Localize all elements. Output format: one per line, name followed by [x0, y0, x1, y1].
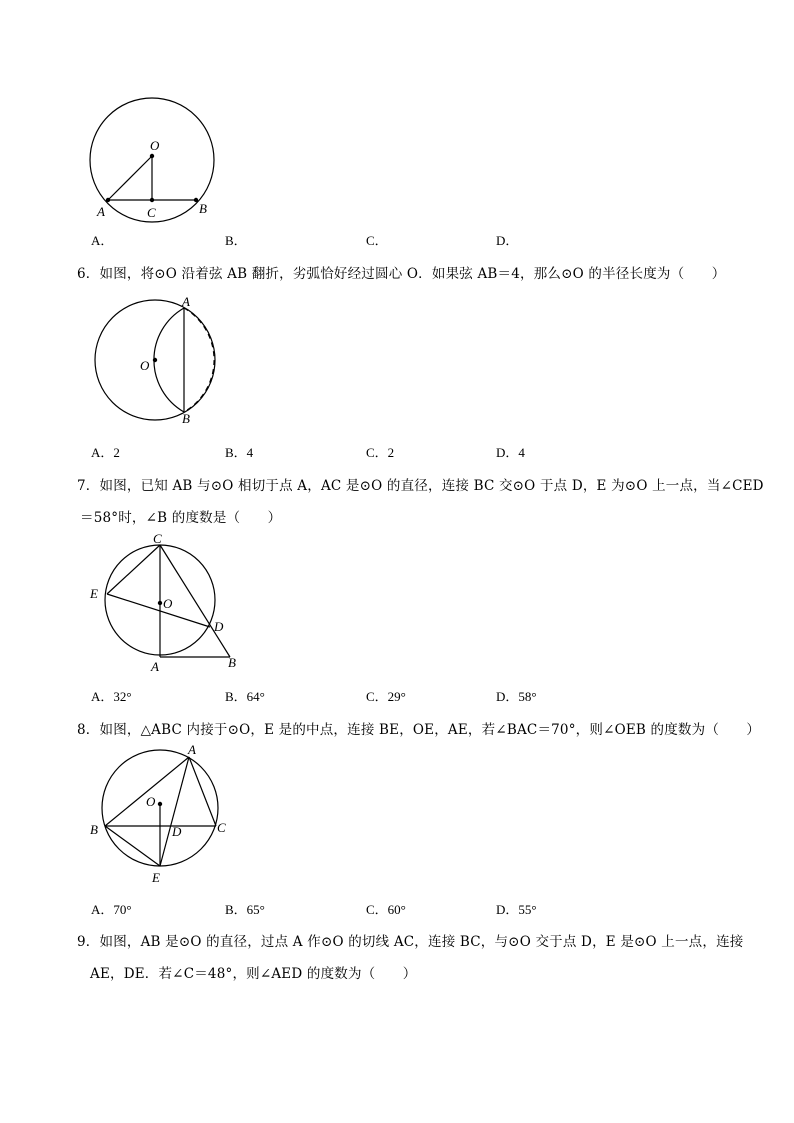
q7-label-o: O — [163, 596, 173, 611]
q6-label-b: B — [182, 411, 190, 426]
q7-label-a: A — [151, 659, 159, 674]
q5-option-c[interactable]: C． — [366, 233, 388, 248]
q7-figure — [85, 530, 245, 675]
q5-option-d[interactable]: D． — [496, 233, 519, 248]
q5-label-a: A — [97, 204, 105, 219]
q8-segment-ae — [160, 757, 189, 866]
q8-point-o — [158, 802, 162, 806]
q5-figure — [80, 90, 230, 225]
q5-option-a[interactable]: A． — [91, 233, 114, 248]
q7-stem-line1: 7．如图，已知 AB 与⊙O 相切于点 A，AC 是⊙O 的直径，连接 BC 交⊙O 于点 D，E 为⊙O 上一点，当∠CED — [77, 478, 764, 494]
q8-stem: 8．如图，△ABC 内接于⊙O，E 是的中点，连接 BE，OE，AE，若∠BAC＝70°，则∠OEB 的度数为（ ） — [77, 722, 761, 738]
q7-option-d[interactable]: D．58° — [496, 689, 537, 704]
q5-segment-oa — [108, 156, 152, 200]
q6-folded-arc — [154, 308, 184, 412]
q7-label-e: E — [90, 586, 98, 601]
q8-figure — [85, 740, 245, 890]
q9-stem-line2: AE，DE．若∠C＝48°，则∠AED 的度数为（ ） — [90, 966, 417, 982]
q5-option-b[interactable]: B． — [225, 233, 247, 248]
q6-point-o — [153, 358, 157, 362]
q8-option-a[interactable]: A．70° — [91, 902, 132, 917]
q8-label-e: E — [152, 870, 160, 885]
q7-point-o — [158, 601, 162, 605]
q8-option-b[interactable]: B．65° — [225, 902, 265, 917]
q6-label-a: A — [182, 294, 190, 309]
q8-label-o: O — [146, 794, 156, 809]
q8-segment-ac — [189, 757, 216, 826]
q6-label-o: O — [140, 358, 150, 373]
q8-label-d: D — [172, 824, 182, 839]
q8-label-a: A — [188, 742, 196, 757]
q8-option-d[interactable]: D．55° — [496, 902, 537, 917]
q5-label-o: O — [150, 138, 160, 153]
q7-option-b[interactable]: B．64° — [225, 689, 265, 704]
q7-option-a[interactable]: A．32° — [91, 689, 132, 704]
q7-label-d: D — [214, 619, 224, 634]
q5-label-b: B — [199, 201, 207, 216]
q8-option-c[interactable]: C．60° — [366, 902, 406, 917]
q6-figure — [90, 295, 230, 430]
q6-option-d[interactable]: D．4 — [496, 445, 525, 460]
q8-segment-be — [105, 826, 160, 866]
q7-label-c: C — [153, 531, 162, 546]
q6-option-c[interactable]: C．2 — [366, 445, 395, 460]
q6-option-b[interactable]: B．4 — [225, 445, 254, 460]
q5-point-o — [150, 154, 154, 158]
q5-point-c — [150, 198, 154, 202]
q7-segment-ed — [107, 594, 210, 627]
q6-stem: 6．如图，将⊙O 沿着弦 AB 翻折，劣弧恰好经过圆心 O．如果弦 AB＝4，那么⊙O 的半径长度为（ ） — [77, 266, 726, 282]
q6-option-a[interactable]: A．2 — [91, 445, 120, 460]
q6-original-arc-dashed — [184, 308, 214, 412]
q8-label-b: B — [90, 822, 98, 837]
q8-segment-ab — [105, 757, 189, 826]
q8-label-c: C — [217, 820, 226, 835]
q5-point-b — [194, 198, 198, 202]
q7-stem-line2: ＝58°时，∠B 的度数是（ ） — [80, 510, 282, 526]
q9-stem-line1: 9．如图，AB 是⊙O 的直径，过点 A 作⊙O 的切线 AC，连接 BC，与⊙O 交于点 D，E 是⊙O 上一点，连接 — [77, 934, 744, 950]
q7-label-b: B — [228, 655, 236, 670]
q5-label-c: C — [147, 205, 156, 220]
q5-point-a — [106, 198, 110, 202]
q7-option-c[interactable]: C．29° — [366, 689, 406, 704]
